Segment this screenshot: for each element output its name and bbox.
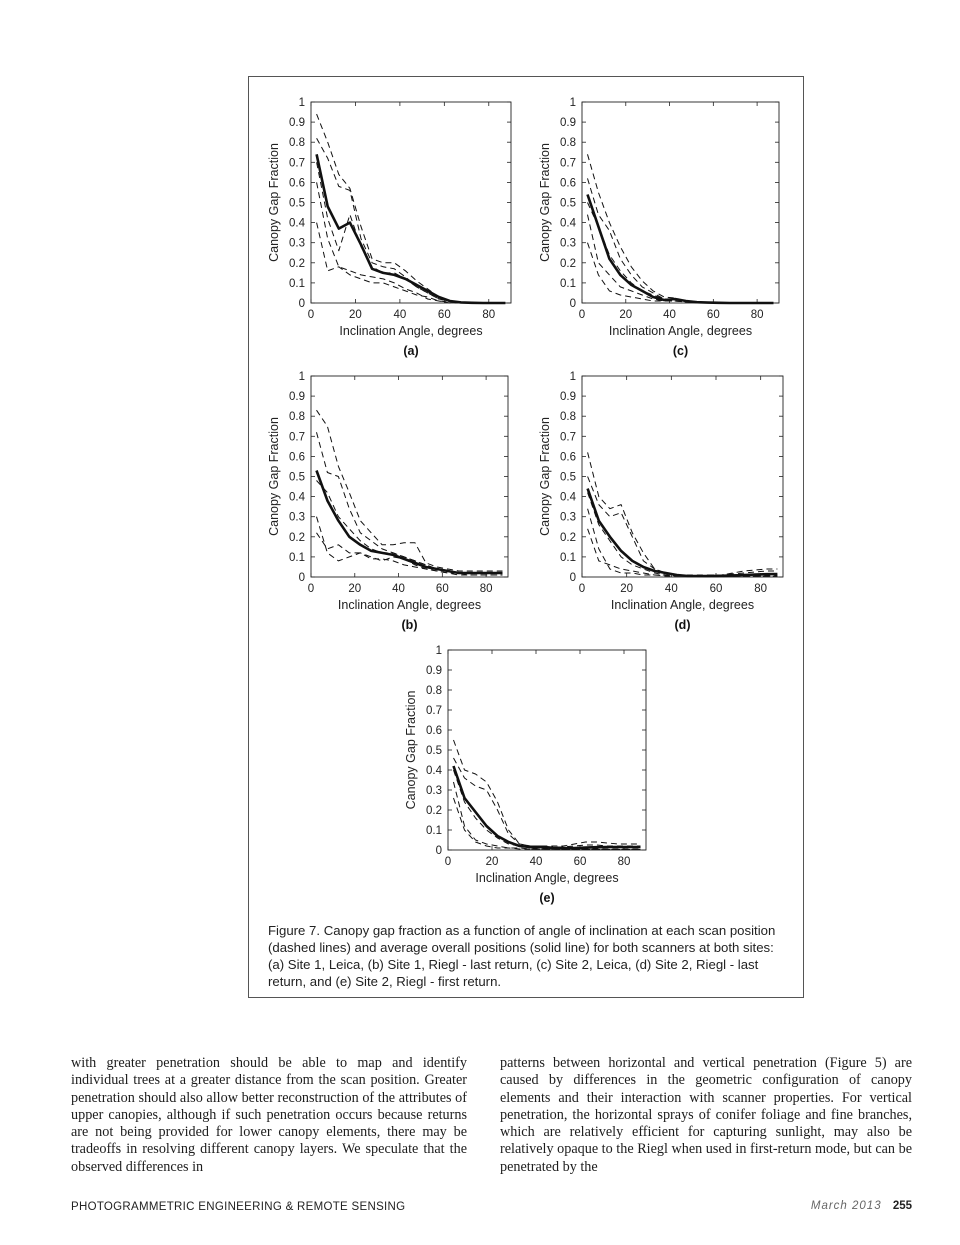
- y-tick-label-a: 0.2: [289, 257, 305, 270]
- panel-c: [538, 97, 779, 358]
- figure-caption: Figure 7. Canopy gap fraction as a function of angle of inclination at each scan position (dashed lines) and average overall positions (solid line) for both scanners at both sites: (a) Site 1, Leica, (b) Site 1, Riegl - last return, (c) Site 2, Leica, (d) Site 2, Riegl - last return, and (e) Site 2, Riegl - first return.: [268, 923, 776, 989]
- panel-label-d: (d): [674, 618, 691, 632]
- panel-e: [404, 645, 646, 905]
- scan-line-c-4: [588, 215, 774, 303]
- y-tick-label-b: 0: [298, 572, 305, 584]
- y-tick-label-d: 0.9: [560, 391, 576, 404]
- y-tick-label-c: 0.2: [560, 257, 576, 270]
- y-tick-label-b: 0.2: [289, 531, 305, 544]
- x-tick-label-d: 60: [709, 583, 723, 595]
- x-tick-label-e: 60: [573, 856, 587, 868]
- y-tick-label-d: 0.3: [560, 511, 576, 524]
- y-tick-label-a: 0: [298, 298, 305, 310]
- page-number: 255: [892, 1200, 912, 1212]
- x-tick-label-c: 40: [663, 309, 676, 321]
- x-axis-label-c: Inclination Angle, degrees: [608, 324, 753, 338]
- x-tick-label-d: 0: [578, 583, 586, 595]
- x-tick-label-c: 80: [750, 309, 764, 321]
- scan-line-e-1: [454, 740, 641, 846]
- y-tick-label-a: 0.8: [289, 137, 305, 150]
- y-tick-label-c: 0.5: [560, 197, 576, 210]
- average-line-c: [588, 195, 774, 304]
- y-axis-label-e: Canopy Gap Fraction: [404, 690, 418, 810]
- scan-line-e-4: [454, 782, 641, 849]
- axes-box-a: [311, 102, 511, 303]
- y-tick-label-e: 0.8: [426, 685, 442, 697]
- y-tick-label-c: 0.3: [560, 237, 576, 250]
- y-axis-label-d: Canopy Gap Fraction: [538, 417, 552, 536]
- x-tick-label-b: 60: [435, 583, 449, 595]
- y-tick-label-a: 0.5: [289, 197, 305, 210]
- x-tick-label-a: 20: [349, 309, 362, 321]
- y-tick-label-a: 0.9: [289, 117, 305, 130]
- scan-line-e-5: [454, 798, 641, 849]
- y-tick-label-d: 0.6: [560, 451, 576, 464]
- x-tick-label-e: 20: [485, 856, 499, 868]
- y-tick-label-b: 0.6: [289, 451, 305, 464]
- y-tick-label-c: 0.4: [560, 217, 576, 230]
- y-tick-label-b: 0.9: [289, 391, 305, 404]
- y-tick-label-c: 0.1: [560, 277, 576, 290]
- y-tick-label-e: 0.2: [426, 805, 442, 817]
- x-tick-label-d: 40: [664, 583, 678, 595]
- y-tick-label-c: 0: [569, 298, 576, 310]
- y-tick-label-b: 0.7: [289, 431, 305, 444]
- scan-line-b-4: [317, 533, 503, 575]
- x-axis-label-b: Inclination Angle, degrees: [337, 598, 482, 612]
- scan-line-a-5: [317, 182, 506, 303]
- y-tick-label-b: 0.8: [289, 411, 305, 424]
- panel-d: [538, 371, 783, 632]
- x-tick-label-a: 60: [437, 309, 451, 321]
- x-tick-label-a: 40: [393, 309, 407, 321]
- axes-box-e: [448, 650, 646, 850]
- y-tick-label-d: 1: [569, 371, 576, 383]
- scan-line-b-1: [317, 410, 503, 571]
- panel-a: [267, 97, 511, 358]
- y-tick-label-c: 0.6: [560, 177, 576, 190]
- panel-label-a: (a): [403, 344, 419, 358]
- y-tick-label-e: 0.7: [426, 705, 442, 717]
- scan-line-e-2: [454, 758, 641, 847]
- x-tick-label-b: 40: [392, 583, 405, 595]
- x-tick-label-c: 60: [706, 309, 720, 321]
- x-tick-label-a: 80: [482, 309, 496, 321]
- axes-box-c: [582, 102, 779, 303]
- average-line-d: [588, 489, 778, 576]
- y-tick-label-c: 0.9: [560, 117, 576, 130]
- body-left-column: with greater penetration should be able to map and identify individual trees at a greater distance from the scan position. Greater penetration should also allow better reconstruction of the attributes of upper canopies, although if such penetration occurs because returns are not being provided for lower canopy elements, there may be tradeoffs in resolving different canopy layers. We speculate that the observed differences in: [71, 1055, 467, 1175]
- y-tick-label-d: 0.5: [560, 471, 576, 484]
- scan-line-c-1: [588, 154, 774, 303]
- y-tick-label-e: 0.1: [426, 825, 442, 837]
- x-tick-label-e: 40: [529, 856, 543, 868]
- y-tick-label-e: 0: [435, 845, 442, 857]
- y-tick-label-e: 0.6: [426, 725, 442, 737]
- x-tick-label-e: 0: [444, 856, 452, 868]
- y-tick-label-d: 0.4: [560, 491, 576, 504]
- y-tick-label-d: 0: [569, 572, 576, 584]
- scan-line-a-2: [317, 138, 506, 303]
- scan-line-c-5: [588, 243, 774, 303]
- scan-line-d-5: [588, 529, 778, 577]
- page-footer: [811, 1200, 912, 1212]
- x-tick-label-b: 80: [479, 583, 493, 595]
- x-axis-label-d: Inclination Angle, degrees: [610, 598, 755, 612]
- y-tick-label-e: 0.4: [426, 765, 442, 777]
- scan-line-b-5: [317, 517, 503, 575]
- scan-line-d-2: [588, 477, 778, 577]
- y-tick-label-a: 0.3: [289, 237, 305, 250]
- y-tick-label-a: 0.6: [289, 177, 305, 190]
- y-tick-label-b: 0.1: [289, 551, 305, 564]
- axes-box-d: [582, 376, 783, 577]
- x-tick-label-d: 80: [754, 583, 768, 595]
- x-tick-label-c: 20: [619, 309, 633, 321]
- scan-line-e-3: [454, 770, 641, 849]
- scan-line-d-3: [588, 493, 778, 576]
- panel-b: [267, 371, 508, 632]
- body-right-column: patterns between horizontal and vertical penetration (Figure 5) are caused by differences in the geometric configuration of canopy elements and their interaction with scanner properties. For vertical penetration, the horizontal sprays of conifer foliage and fine branches, which are relatively efficient for capturing sunlight, may also be relatively opaque to the Riegl when used in first-return mode, but can be penetrated by the: [500, 1055, 912, 1175]
- x-tick-label-b: 0: [307, 583, 315, 595]
- panel-label-c: (c): [672, 344, 689, 358]
- y-tick-label-e: 1: [435, 645, 442, 657]
- y-tick-label-e: 0.3: [426, 785, 442, 797]
- y-axis-label-a: Canopy Gap Fraction: [267, 143, 281, 262]
- y-tick-label-a: 0.1: [289, 277, 305, 290]
- y-tick-label-d: 0.8: [560, 411, 576, 424]
- y-tick-label-d: 0.2: [560, 531, 576, 544]
- y-axis-label-b: Canopy Gap Fraction: [267, 417, 281, 536]
- panel-label-e: (e): [539, 891, 555, 905]
- x-tick-label-a: 0: [307, 309, 315, 321]
- x-tick-label-e: 80: [617, 856, 631, 868]
- y-tick-label-b: 0.4: [289, 491, 305, 504]
- x-tick-label-c: 0: [578, 309, 586, 321]
- scan-line-a-1: [317, 114, 506, 303]
- y-tick-label-b: 0.3: [289, 511, 305, 524]
- journal-name: PHOTOGRAMMETRIC ENGINEERING & REMOTE SENSING: [71, 1201, 406, 1213]
- x-tick-label-b: 20: [348, 583, 362, 595]
- y-tick-label-a: 0.4: [289, 217, 305, 230]
- x-axis-label-a: Inclination Angle, degrees: [339, 324, 483, 338]
- scan-line-c-2: [588, 178, 774, 303]
- panel-label-b: (b): [401, 618, 418, 632]
- scan-line-b-2: [317, 432, 503, 573]
- y-tick-label-c: 0.7: [560, 157, 576, 170]
- x-axis-label-e: Inclination Angle, degrees: [475, 871, 619, 885]
- y-tick-label-a: 0.7: [289, 157, 305, 170]
- y-tick-label-c: 1: [569, 97, 576, 109]
- scan-line-d-1: [588, 452, 778, 575]
- y-tick-label-d: 0.1: [560, 551, 576, 564]
- scan-line-c-3: [588, 203, 774, 304]
- y-tick-label-a: 1: [298, 97, 305, 109]
- issue-date: March 2013: [810, 1200, 882, 1212]
- y-axis-label-c: Canopy Gap Fraction: [538, 143, 552, 262]
- average-line-b: [317, 471, 503, 574]
- y-tick-label-e: 0.9: [426, 665, 442, 677]
- y-tick-label-e: 0.5: [426, 745, 442, 757]
- y-tick-label-d: 0.7: [560, 431, 576, 444]
- y-tick-label-b: 1: [298, 371, 305, 383]
- y-tick-label-c: 0.8: [560, 137, 576, 150]
- average-line-a: [317, 154, 506, 303]
- y-tick-label-b: 0.5: [289, 471, 305, 484]
- x-tick-label-d: 20: [620, 583, 634, 595]
